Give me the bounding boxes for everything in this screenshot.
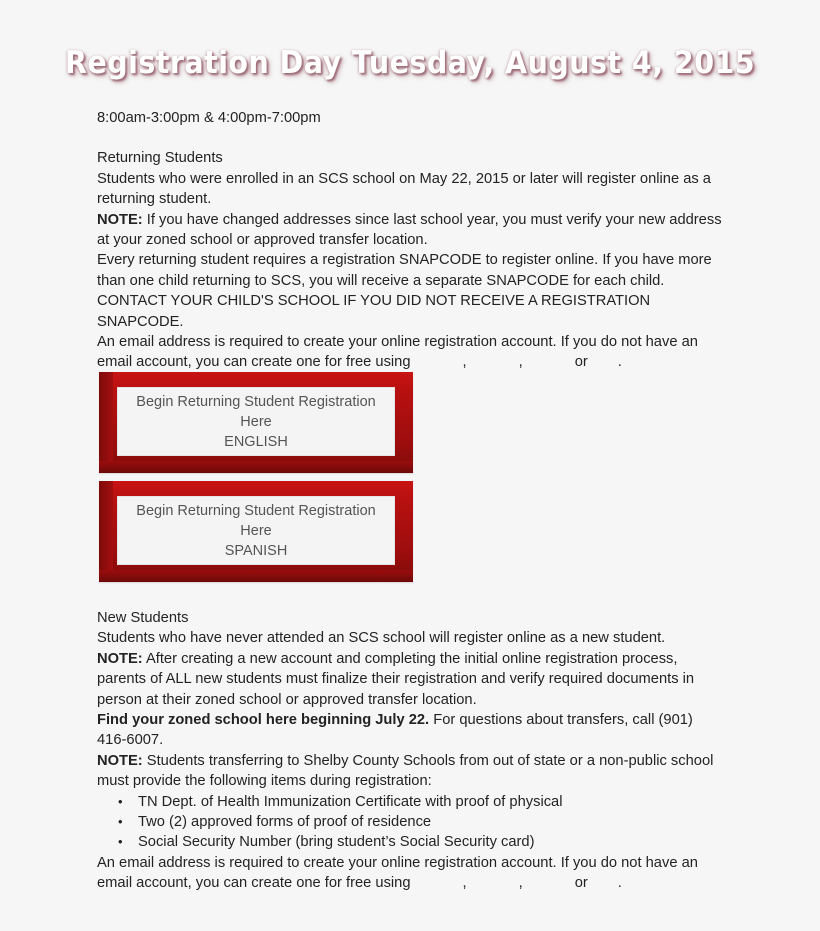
button-inner-panel[interactable] bbox=[117, 387, 395, 456]
button-inner-panel[interactable] bbox=[117, 496, 395, 565]
email-period: . bbox=[617, 354, 622, 371]
zoned-school-rest: For questions about transfers, call (901) 416-6007. bbox=[97, 712, 693, 749]
registration-hours: 8:00am-3:00pm & 4:00pm-7:00pm bbox=[97, 110, 321, 126]
begin-returning-registration-english-button[interactable] bbox=[99, 372, 413, 473]
email-or-word: or bbox=[574, 354, 588, 371]
email-or-word: or bbox=[574, 875, 588, 892]
button-line-1: Begin Returning Student Registration bbox=[136, 393, 376, 410]
returning-students-heading: Returning Students bbox=[97, 150, 223, 167]
button-line-2: Here bbox=[240, 413, 272, 430]
note-text: After creating a new account and completing the initial online registration process, parents of ALL new students must finalize their registration and verify required documents in person at their zoned school or approved transfer location. bbox=[97, 650, 695, 708]
new-students-note-2 bbox=[97, 751, 722, 792]
button-line-2: Here bbox=[240, 522, 272, 539]
email-comma-2: , bbox=[518, 875, 523, 892]
email-comma-1: , bbox=[462, 354, 467, 371]
page-title-container bbox=[0, 44, 820, 82]
document-body bbox=[97, 108, 722, 373]
list-item bbox=[97, 792, 722, 812]
list-item-label: TN Dept. of Health Immunization Certificate with proof of physical bbox=[138, 793, 563, 810]
list-item-label: Social Security Number (bring student’s Social Security card) bbox=[138, 834, 535, 851]
note-label: NOTE: bbox=[97, 752, 143, 769]
page-title: Registration Day Tuesday, August 4, 2015 bbox=[64, 45, 756, 81]
spacer-1 bbox=[97, 128, 722, 148]
new-students-section bbox=[97, 608, 722, 894]
button-line-1: Begin Returning Student Registration bbox=[136, 502, 376, 519]
bullet-icon: • bbox=[118, 834, 123, 850]
bullet-icon: • bbox=[118, 814, 123, 830]
list-item bbox=[97, 832, 722, 852]
returning-students-intro: Students who were enrolled in an SCS school on May 22, 2015 or later will register online as a returning student. bbox=[97, 170, 711, 208]
new-students-heading: New Students bbox=[97, 610, 189, 626]
new-students-note-1 bbox=[97, 649, 722, 710]
list-item-label: Two (2) approved forms of proof of residence bbox=[138, 814, 432, 831]
snapcode-paragraph: Every returning student requires a registration SNAPCODE to register online. If you have more than one child returning to SCS, you will receive a separate SNAPCODE for each child. CONTACT YOUR CHILD'S SCHOOL IF YOU DID NOT RECEIVE A REGISTRATION SNAPCODE. bbox=[97, 252, 712, 330]
required-documents-list bbox=[97, 792, 722, 853]
button-line-3-language: ENGLISH bbox=[224, 433, 288, 450]
new-students-email-paragraph bbox=[97, 853, 722, 894]
zoned-school-link[interactable]: Find your zoned school here beginning July 22. bbox=[97, 712, 430, 729]
registration-buttons-group bbox=[99, 372, 413, 590]
note-label: NOTE: bbox=[97, 650, 143, 667]
returning-email-text: An email address is required to create your online registration account. If you do not have an email account, you can create one for free using bbox=[97, 334, 698, 371]
returning-students-note-1 bbox=[97, 210, 722, 251]
note-label: NOTE: bbox=[97, 211, 143, 228]
note-text: If you have changed addresses since last school year, you must verify your new address at your zoned school or approved transfer location. bbox=[97, 211, 722, 249]
note-text: Students transferring to Shelby County Schools from out of state or a non-public school must provide the following items during registration: bbox=[97, 752, 714, 790]
email-period: . bbox=[617, 875, 622, 892]
zoned-school-paragraph bbox=[97, 710, 722, 751]
list-item bbox=[97, 812, 722, 832]
email-comma-1: , bbox=[462, 875, 467, 892]
new-email-text: An email address is required to create your online registration account. If you do not have an email account, you can create one for free using bbox=[97, 854, 698, 892]
begin-returning-registration-spanish-button[interactable] bbox=[99, 481, 413, 582]
new-students-intro: Students who have never attended an SCS school will register online as a new student. bbox=[97, 630, 666, 647]
button-line-3-language: SPANISH bbox=[224, 542, 288, 559]
bullet-icon: • bbox=[118, 793, 123, 809]
returning-email-paragraph bbox=[97, 332, 722, 373]
email-comma-2: , bbox=[518, 354, 523, 371]
